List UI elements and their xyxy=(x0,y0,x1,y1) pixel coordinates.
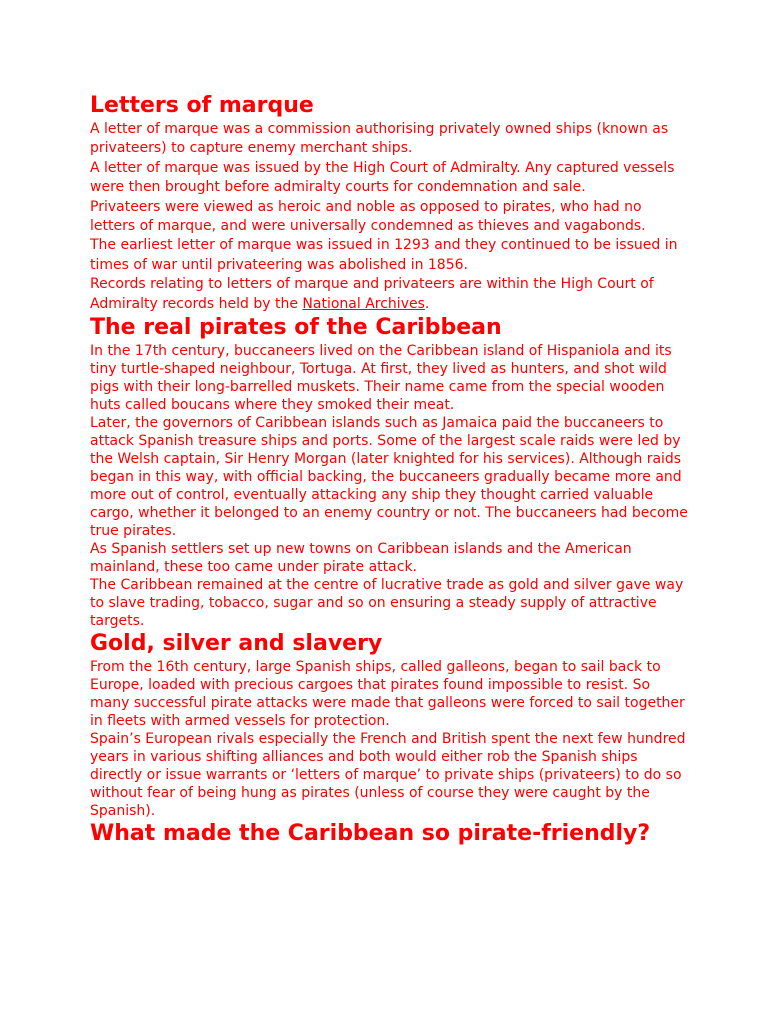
section-real-pirates xyxy=(90,314,690,630)
document-page xyxy=(90,92,690,848)
paragraph: The Caribbean remained at the centre of lucrative trade as gold and silver gave way to slave trading, tobacco, sugar and so on ensuring a steady supply of attractive targets. xyxy=(90,577,684,630)
paragraph: Later, the governors of Caribbean islands such as Jamaica paid the buccaneers to attack Spanish treasure ships and ports. Some of the largest scale raids were led by the Welsh captain, Sir Henry Morgan (later knighted for his services). Although raids began in this way, with official backing, the buccaneers gradually became more and more out of control, eventually attacking any ship they thought carried valuable cargo, whether it belonged to an enemy country or not. The buccaneers had become true pirates. xyxy=(90,415,688,540)
paragraph: A letter of marque was issued by the High Court of Admiralty. Any captured vessels were then brought before admiralty courts for condemnation and sale. xyxy=(90,159,675,196)
paragraph: A letter of marque was a commission authorising privately owned ships (known as privateers) to capture enemy merchant ships. xyxy=(90,121,669,157)
paragraph-text: Records relating to letters of marque and privateers are within the High Court of Admiralty records held by the xyxy=(90,276,654,312)
paragraph-with-link xyxy=(90,275,690,314)
heading-gold-silver-slavery: Gold, silver and slavery xyxy=(90,631,383,657)
paragraph: Spain’s European rivals especially the French and British spent the next few hundred years in various shifting alliances and both would either rob the Spanish ships directly or issue warrants or ‘letters of marque’ to private ships (privateers) to do so without fear of being hung as pirates (unless of course they were caught by the Spanish). xyxy=(90,731,686,820)
heading-real-pirates: The real pirates of the Caribbean xyxy=(90,315,502,341)
paragraph-text: . xyxy=(424,295,430,312)
paragraph: The earliest letter of marque was issued in 1293 and they continued to be issued in times of war until privateering was abolished in 1856. xyxy=(90,237,678,273)
section-gold-silver-slavery xyxy=(90,630,690,820)
paragraph: From the 16th century, large Spanish ships, called galleons, began to sail back to Europe, loaded with precious cargoes that pirates found impossible to resist. So many successful pirate attacks were made that galleons were forced to sail together in fleets with armed vessels for protection. xyxy=(90,659,685,730)
heading-letters-of-marque: Letters of marque xyxy=(90,93,314,118)
section-letters-of-marque xyxy=(90,92,690,314)
paragraph: As Spanish settlers set up new towns on Caribbean islands and the American mainland, these too came under pirate attack. xyxy=(90,541,632,576)
paragraph: In the 17th century, buccaneers lived on the Caribbean island of Hispaniola and its tiny turtle-shaped neighbour, Tortuga. At first, they lived as hunters, and shot wild pigs with their long-barrelled muskets. Their name came from the special wooden huts called boucans where they smoked their meat. xyxy=(90,343,672,414)
section-pirate-friendly xyxy=(90,820,690,848)
national-archives-link[interactable]: National Archives xyxy=(302,295,425,312)
heading-pirate-friendly: What made the Caribbean so pirate-friendly? xyxy=(90,821,651,847)
paragraph: Privateers were viewed as heroic and noble as opposed to pirates, who had no letters of marque, and were universally condemned as thieves and vagabonds. xyxy=(90,198,646,235)
